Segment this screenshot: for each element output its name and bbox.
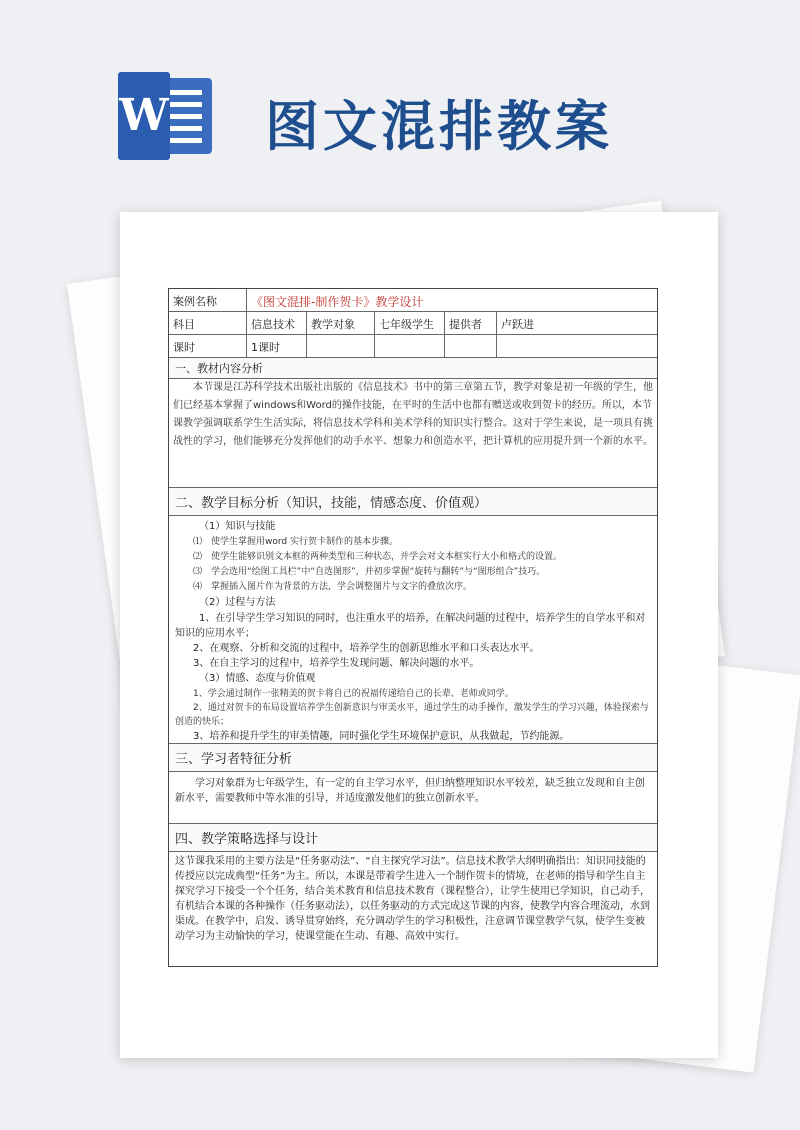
process-item-3: 3、在自主学习的过程中，培养学生发现问题、解决问题的水平。 — [193, 658, 480, 669]
header-banner — [0, 0, 800, 200]
object-label: 教学对象 — [307, 312, 375, 334]
section-2-heading: 二、教学目标分析（知识，技能，情感态度、价值观） — [169, 488, 657, 516]
section-2-body — [169, 516, 657, 744]
knowledge-item-4: ⑷ 掌握插入图片作为背景的方法，学会调整图片与文字的叠放次序。 — [193, 582, 473, 592]
provider-label: 提供者 — [445, 312, 497, 334]
emotion-item-2: 2、通过对贺卡的布局设置培养学生创新意识与审美水平，通过学生的动手操作，激发学生的学习兴趣，体验探索与创造的快乐； — [175, 703, 649, 727]
process-method-title: （2）过程与方法 — [199, 597, 276, 608]
section-1-body — [169, 379, 657, 488]
hours-label: 课时 — [169, 335, 247, 357]
object-value: 七年级学生 — [375, 312, 445, 334]
emotion-item-1: 1、学会通过制作一张精美的贺卡将自己的祝福传递给自己的长辈、老师或同学。 — [193, 689, 514, 699]
process-item-1: 1、在引导学生学习知识的同时，也注重水平的培养，在解决问题的过程中，培养学生的自学水平和对知识的应用水平； — [175, 613, 646, 639]
section-3-body — [169, 772, 657, 824]
case-name-label: 案例名称 — [169, 289, 247, 311]
row-hours — [169, 335, 657, 358]
knowledge-item-1: ⑴ 使学生掌握用word 实行贺卡制作的基本步骤。 — [193, 537, 398, 547]
knowledge-skills-title: （1）知识与技能 — [199, 521, 276, 532]
section-3-heading: 三、学习者特征分析 — [169, 744, 657, 772]
case-name-value: 《图文混排-制作贺卡》教学设计 — [251, 295, 424, 309]
knowledge-item-2: ⑵ 使学生能够识别文本框的两种类型和三种状态，并学会对文本框实行大小和格式的设置。 — [193, 552, 563, 562]
lesson-plan-table — [168, 288, 658, 967]
provider-value: 卢跃进 — [501, 318, 534, 331]
process-item-2: 2、在观察、分析和交流的过程中，培养学生的创新思维水平和口头表达水平。 — [193, 643, 540, 654]
section-4-heading: 四、教学策略选择与设计 — [169, 824, 657, 852]
knowledge-item-3: ⑶ 学会选用“绘图工具栏”中“自选图形”，并初步掌握“旋转与翻转”与“图形组合”技巧。 — [193, 567, 546, 577]
row-case-name — [169, 289, 657, 312]
section-4-body — [169, 852, 657, 966]
row-subject — [169, 312, 657, 335]
document-page — [120, 212, 718, 1058]
subject-value: 信息技术 — [247, 312, 307, 334]
word-app-icon — [118, 72, 214, 160]
section-4-paragraph: 这节课我采用的主要方法是“任务驱动法”、“自主探究学习法”。信息技术教学大纲明确指出：知识同技能的传授应以完成典型“任务”为主。所以，本课是带着学生进入一个制作贺卡的情境，在老师的指导和学生自主探究学习下接受一个个任务，结合美术教育和信息技术教育（课程整合），让学生使用已学知识，自己动手，有机结合本课的各种操作（任务驱动法），以任务驱动的方式完成这节课的内容，使教学内容合理流动，水到渠成。在教学中，启发、诱导贯穿始终，充分调动学生的学习积极性，注意调节课堂教学气氛，使学生变被动学习为主动愉快的学习，使课堂能在生动、有趣、高效中实行。 — [175, 856, 650, 942]
emotion-title: （3）情感、态度与价值观 — [199, 673, 316, 684]
word-logo-letter: W — [118, 72, 170, 160]
hours-value: 1课时 — [247, 335, 307, 357]
emotion-item-3: 3、培养和提升学生的审美情趣，同时强化学生环境保护意识，从我做起，节约能源。 — [193, 731, 570, 742]
banner-title: 图文混排教案 — [265, 95, 613, 158]
section-1-heading: 一、教材内容分析 — [169, 358, 657, 379]
subject-label: 科目 — [169, 312, 247, 334]
section-1-paragraph: 本节课是江苏科学技术出版社出版的《信息技术》书中的第三章第五节，教学对象是初一年级的学生，他们已经基本掌握了windows和Word的操作技能，在平时的生活中也都有赠送或收到贺卡的经历。所以，本节课教学强调联系学生生活实际，将信息技术学科和美术学科的知识实行整合。这对于学生来说，是一项具有挑战性的学习，他们能够充分发挥他们的动手水平、想象力和创造水平，把计算机的应用提升到一个新的水平。 — [173, 382, 653, 447]
section-3-paragraph: 学习对象群为七年级学生，有一定的自主学习水平，但归纳整理知识水平较差，缺乏独立发现和自主创新水平，需要教师中等水准的引导，并适度激发他们的独立创新水平。 — [175, 778, 645, 804]
